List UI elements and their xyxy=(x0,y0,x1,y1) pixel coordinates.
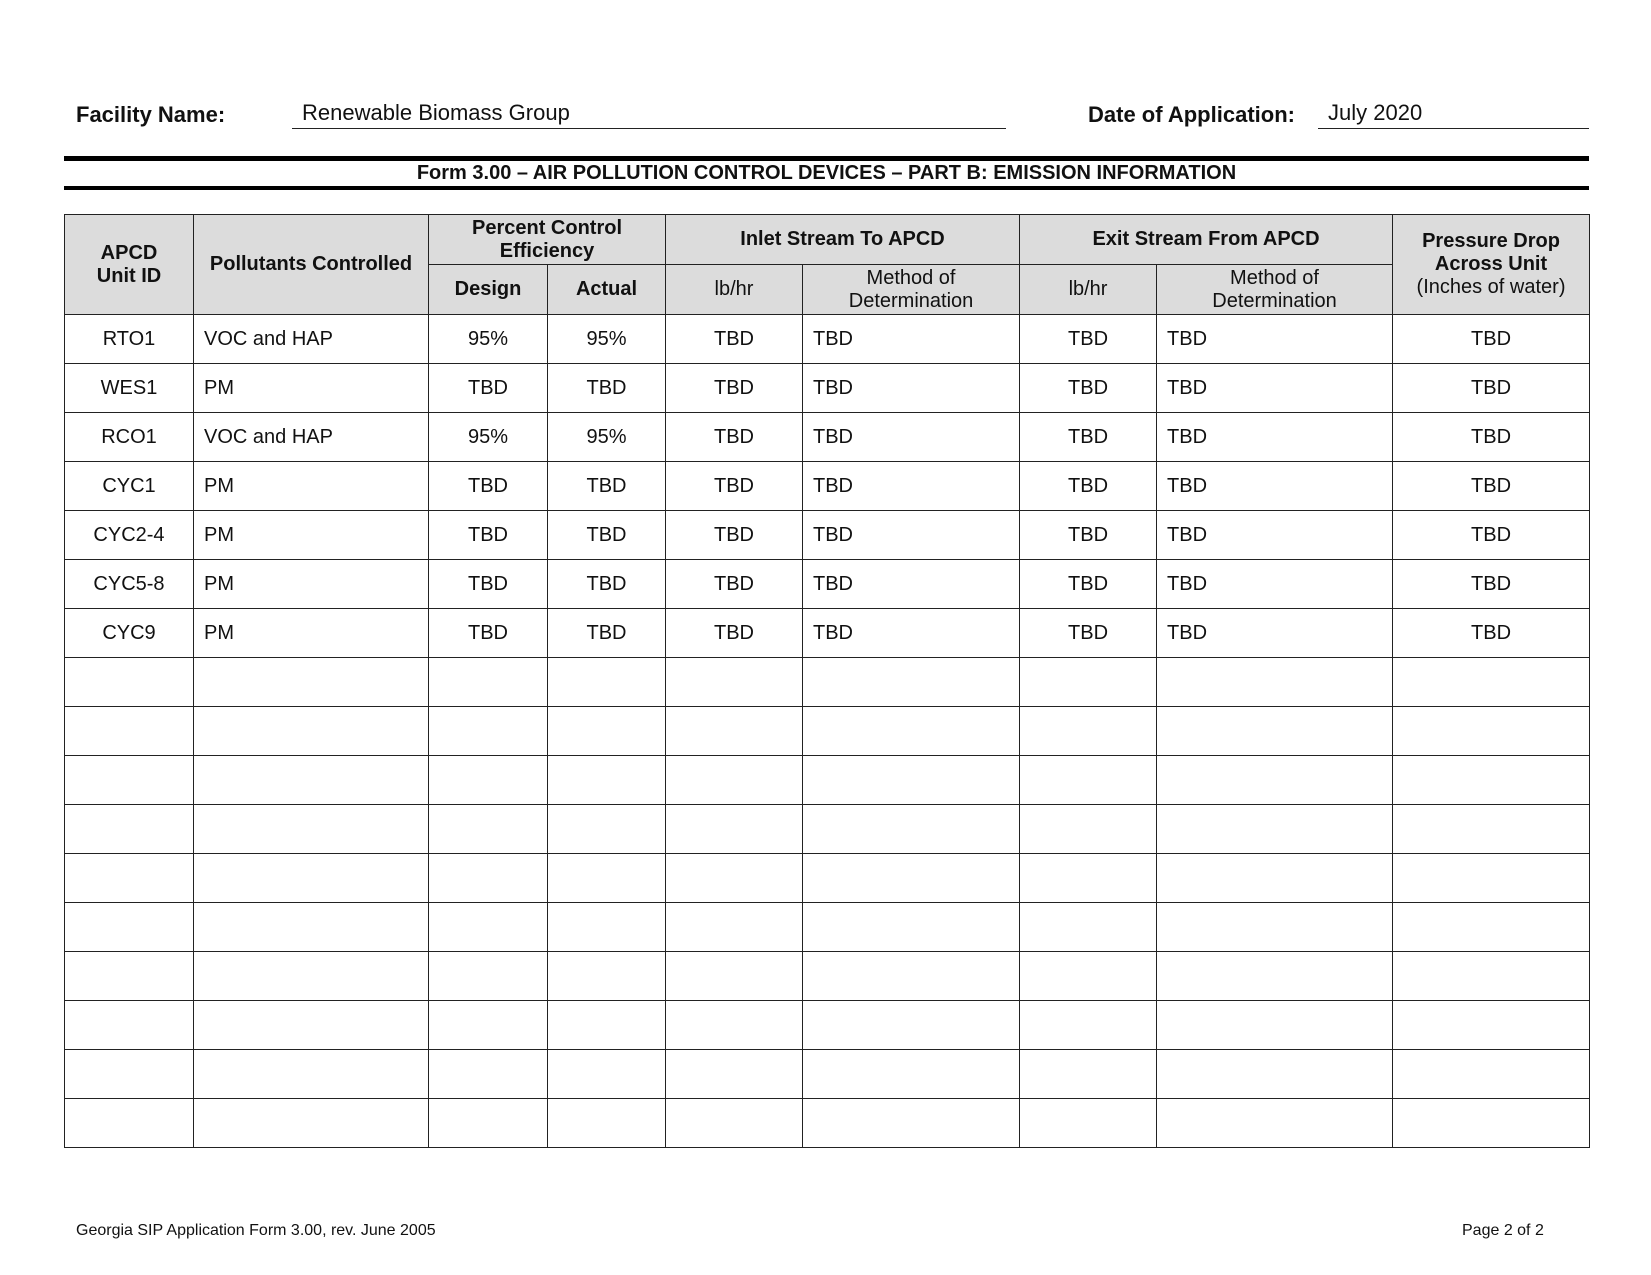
facility-name-field[interactable] xyxy=(292,98,1006,129)
cell-design[interactable] xyxy=(429,805,548,854)
header-inlet-lbhr: lb/hr xyxy=(666,265,803,315)
cell-unit-id[interactable] xyxy=(65,1050,194,1099)
header-apcd-unit-id xyxy=(65,215,194,315)
header-inches-of-water-line: (Inches of water) xyxy=(1416,276,1566,298)
header-unit-id-line: Unit ID xyxy=(96,264,162,287)
cell-inlet-method[interactable] xyxy=(803,1099,1020,1148)
cell-exit-lbhr[interactable]: TBD xyxy=(1020,462,1157,511)
cell-pollutants[interactable]: VOC and HAP xyxy=(194,315,429,364)
cell-exit-method[interactable]: TBD xyxy=(1157,511,1393,560)
cell-exit-lbhr[interactable] xyxy=(1020,707,1157,756)
cell-design[interactable] xyxy=(429,854,548,903)
cell-inlet-method[interactable] xyxy=(803,707,1020,756)
cell-inlet-lbhr[interactable] xyxy=(666,952,803,1001)
cell-pressure-drop[interactable]: TBD xyxy=(1393,462,1590,511)
cell-inlet-method[interactable] xyxy=(803,903,1020,952)
cell-design[interactable] xyxy=(429,756,548,805)
date-of-application-field[interactable] xyxy=(1318,98,1589,129)
cell-exit-lbhr[interactable] xyxy=(1020,1001,1157,1050)
cell-actual[interactable]: TBD xyxy=(548,560,666,609)
cell-unit-id[interactable] xyxy=(65,658,194,707)
cell-actual[interactable]: 95% xyxy=(548,413,666,462)
cell-inlet-method[interactable] xyxy=(803,1001,1020,1050)
cell-inlet-lbhr[interactable] xyxy=(666,1001,803,1050)
cell-inlet-lbhr[interactable] xyxy=(666,805,803,854)
cell-pollutants[interactable]: VOC and HAP xyxy=(194,413,429,462)
cell-unit-id[interactable] xyxy=(65,1001,194,1050)
header-exit-stream: Exit Stream From APCD xyxy=(1020,215,1393,265)
cell-exit-lbhr[interactable]: TBD xyxy=(1020,364,1157,413)
cell-pressure-drop[interactable] xyxy=(1393,1099,1590,1148)
cell-exit-method[interactable] xyxy=(1157,658,1393,707)
cell-inlet-method[interactable]: TBD xyxy=(803,560,1020,609)
header-inlet-stream: Inlet Stream To APCD xyxy=(666,215,1020,265)
cell-exit-method[interactable] xyxy=(1157,805,1393,854)
cell-inlet-method[interactable] xyxy=(803,658,1020,707)
cell-pollutants[interactable] xyxy=(194,658,429,707)
cell-unit-id[interactable] xyxy=(65,952,194,1001)
cell-pollutants[interactable] xyxy=(194,1001,429,1050)
cell-pressure-drop[interactable] xyxy=(1393,854,1590,903)
cell-design[interactable] xyxy=(429,1050,548,1099)
header-apcd-line: APCD xyxy=(100,241,158,264)
cell-actual[interactable] xyxy=(548,1050,666,1099)
header-inlet-method xyxy=(803,265,1020,315)
cell-pressure-drop[interactable] xyxy=(1393,756,1590,805)
header-design: Design xyxy=(429,265,548,315)
footer-form-revision: Georgia SIP Application Form 3.00, rev. June 2005 xyxy=(76,1222,436,1239)
cell-pollutants[interactable] xyxy=(194,1050,429,1099)
facility-name-label: Facility Name: xyxy=(76,102,226,127)
cell-exit-method[interactable]: TBD xyxy=(1157,462,1393,511)
facility-name-value: Renewable Biomass Group xyxy=(302,100,570,125)
cell-design[interactable]: TBD xyxy=(429,609,548,658)
header-actual: Actual xyxy=(548,265,666,315)
cell-inlet-lbhr[interactable] xyxy=(666,707,803,756)
cell-actual[interactable] xyxy=(548,756,666,805)
cell-design[interactable] xyxy=(429,1001,548,1050)
table-row xyxy=(65,1050,1590,1099)
cell-pressure-drop[interactable]: TBD xyxy=(1393,315,1590,364)
cell-inlet-method[interactable]: TBD xyxy=(803,511,1020,560)
title-bottom-rule xyxy=(64,186,1589,190)
cell-design[interactable]: TBD xyxy=(429,560,548,609)
cell-pollutants[interactable]: PM xyxy=(194,364,429,413)
cell-exit-method[interactable] xyxy=(1157,1001,1393,1050)
cell-actual[interactable] xyxy=(548,1001,666,1050)
cell-actual[interactable] xyxy=(548,952,666,1001)
cell-pressure-drop[interactable] xyxy=(1393,707,1590,756)
cell-inlet-method[interactable]: TBD xyxy=(803,413,1020,462)
cell-actual[interactable]: TBD xyxy=(548,462,666,511)
cell-inlet-method[interactable]: TBD xyxy=(803,364,1020,413)
cell-unit-id[interactable]: RCO1 xyxy=(65,413,194,462)
table-row xyxy=(65,364,1590,413)
cell-inlet-method[interactable] xyxy=(803,952,1020,1001)
cell-inlet-lbhr[interactable] xyxy=(666,1050,803,1099)
cell-pollutants[interactable]: PM xyxy=(194,511,429,560)
cell-exit-method[interactable]: TBD xyxy=(1157,315,1393,364)
cell-pressure-drop[interactable]: TBD xyxy=(1393,560,1590,609)
cell-pressure-drop[interactable] xyxy=(1393,658,1590,707)
cell-exit-method[interactable] xyxy=(1157,854,1393,903)
cell-inlet-method[interactable]: TBD xyxy=(803,609,1020,658)
cell-actual[interactable] xyxy=(548,805,666,854)
date-of-application-value: July 2020 xyxy=(1328,100,1423,125)
cell-unit-id[interactable]: CYC5-8 xyxy=(65,560,194,609)
cell-unit-id[interactable]: RTO1 xyxy=(65,315,194,364)
date-of-application-label: Date of Application: xyxy=(1088,102,1295,127)
cell-exit-lbhr[interactable] xyxy=(1020,854,1157,903)
table-row xyxy=(65,805,1590,854)
cell-design[interactable] xyxy=(429,658,548,707)
cell-unit-id[interactable] xyxy=(65,756,194,805)
table-row xyxy=(65,315,1590,364)
header-pressure-drop xyxy=(1393,215,1590,315)
cell-inlet-lbhr[interactable]: TBD xyxy=(666,462,803,511)
header-exit-method-line1: Method of xyxy=(1230,266,1319,289)
cell-exit-lbhr[interactable] xyxy=(1020,1050,1157,1099)
cell-pollutants[interactable]: PM xyxy=(194,609,429,658)
cell-pressure-drop[interactable] xyxy=(1393,952,1590,1001)
cell-actual[interactable]: TBD xyxy=(548,511,666,560)
header-pressure-drop-line: Pressure Drop xyxy=(1422,230,1560,252)
cell-exit-lbhr[interactable]: TBD xyxy=(1020,511,1157,560)
cell-inlet-method[interactable]: TBD xyxy=(803,462,1020,511)
cell-exit-lbhr[interactable]: TBD xyxy=(1020,560,1157,609)
header-across-unit-line: Across Unit xyxy=(1434,253,1548,275)
cell-unit-id[interactable] xyxy=(65,805,194,854)
cell-actual[interactable] xyxy=(548,854,666,903)
cell-unit-id[interactable]: CYC1 xyxy=(65,462,194,511)
cell-design[interactable]: TBD xyxy=(429,511,548,560)
cell-pressure-drop[interactable] xyxy=(1393,903,1590,952)
cell-exit-lbhr[interactable]: TBD xyxy=(1020,609,1157,658)
cell-exit-method[interactable] xyxy=(1157,1099,1393,1148)
cell-pollutants[interactable] xyxy=(194,952,429,1001)
cell-inlet-lbhr[interactable]: TBD xyxy=(666,560,803,609)
cell-exit-lbhr[interactable] xyxy=(1020,658,1157,707)
cell-unit-id[interactable] xyxy=(65,854,194,903)
cell-actual[interactable]: 95% xyxy=(548,315,666,364)
cell-inlet-lbhr[interactable]: TBD xyxy=(666,511,803,560)
table-body xyxy=(65,315,1590,1148)
cell-exit-method[interactable] xyxy=(1157,1050,1393,1099)
cell-inlet-lbhr[interactable] xyxy=(666,903,803,952)
cell-unit-id[interactable] xyxy=(65,1099,194,1148)
cell-pollutants[interactable]: PM xyxy=(194,462,429,511)
footer-page-number: Page 2 of 2 xyxy=(1462,1222,1544,1239)
table-row xyxy=(65,609,1590,658)
table-row xyxy=(65,854,1590,903)
cell-design[interactable]: TBD xyxy=(429,462,548,511)
cell-pressure-drop[interactable] xyxy=(1393,1050,1590,1099)
table-row xyxy=(65,511,1590,560)
cell-design[interactable] xyxy=(429,1099,548,1148)
cell-unit-id[interactable]: CYC9 xyxy=(65,609,194,658)
cell-pollutants[interactable] xyxy=(194,903,429,952)
cell-pollutants[interactable] xyxy=(194,707,429,756)
cell-exit-lbhr[interactable]: TBD xyxy=(1020,413,1157,462)
cell-inlet-lbhr[interactable] xyxy=(666,658,803,707)
cell-pollutants[interactable] xyxy=(194,756,429,805)
cell-actual[interactable]: TBD xyxy=(548,609,666,658)
cell-design[interactable]: TBD xyxy=(429,364,548,413)
cell-actual[interactable] xyxy=(548,903,666,952)
cell-exit-lbhr[interactable] xyxy=(1020,952,1157,1001)
cell-inlet-lbhr[interactable]: TBD xyxy=(666,413,803,462)
table-row xyxy=(65,903,1590,952)
cell-exit-method[interactable]: TBD xyxy=(1157,413,1393,462)
cell-unit-id[interactable]: CYC2-4 xyxy=(65,511,194,560)
cell-design[interactable] xyxy=(429,903,548,952)
cell-inlet-lbhr[interactable]: TBD xyxy=(666,364,803,413)
cell-exit-method[interactable]: TBD xyxy=(1157,364,1393,413)
table-row xyxy=(65,952,1590,1001)
cell-pressure-drop[interactable] xyxy=(1393,805,1590,854)
cell-inlet-method[interactable] xyxy=(803,805,1020,854)
cell-exit-method[interactable]: TBD xyxy=(1157,609,1393,658)
table-row xyxy=(65,462,1590,511)
cell-pressure-drop[interactable]: TBD xyxy=(1393,364,1590,413)
cell-inlet-method[interactable] xyxy=(803,854,1020,903)
cell-exit-lbhr[interactable] xyxy=(1020,805,1157,854)
header-pollutants-controlled: Pollutants Controlled xyxy=(194,215,429,315)
cell-exit-method[interactable] xyxy=(1157,756,1393,805)
cell-actual[interactable] xyxy=(548,1099,666,1148)
cell-inlet-lbhr[interactable]: TBD xyxy=(666,609,803,658)
cell-pressure-drop[interactable]: TBD xyxy=(1393,413,1590,462)
cell-exit-lbhr[interactable] xyxy=(1020,756,1157,805)
form-title: Form 3.00 – AIR POLLUTION CONTROL DEVICES – PART B: EMISSION INFORMATION xyxy=(416,162,1237,184)
cell-inlet-lbhr[interactable]: TBD xyxy=(666,315,803,364)
cell-pressure-drop[interactable]: TBD xyxy=(1393,609,1590,658)
table-row xyxy=(65,1099,1590,1148)
table-row xyxy=(65,756,1590,805)
cell-pressure-drop[interactable]: TBD xyxy=(1393,511,1590,560)
table-row xyxy=(65,707,1590,756)
cell-inlet-method[interactable] xyxy=(803,756,1020,805)
cell-pollutants[interactable] xyxy=(194,854,429,903)
cell-unit-id[interactable]: WES1 xyxy=(65,364,194,413)
cell-inlet-lbhr[interactable] xyxy=(666,854,803,903)
cell-pollutants[interactable] xyxy=(194,805,429,854)
table-row xyxy=(65,560,1590,609)
cell-pollutants[interactable]: PM xyxy=(194,560,429,609)
cell-design[interactable] xyxy=(429,707,548,756)
cell-design[interactable]: 95% xyxy=(429,315,548,364)
cell-exit-method[interactable] xyxy=(1157,903,1393,952)
table-row xyxy=(65,658,1590,707)
cell-exit-method[interactable] xyxy=(1157,952,1393,1001)
emission-information-table xyxy=(64,214,1590,1148)
cell-exit-method[interactable]: TBD xyxy=(1157,560,1393,609)
cell-exit-lbhr[interactable] xyxy=(1020,903,1157,952)
cell-inlet-method[interactable]: TBD xyxy=(803,315,1020,364)
cell-actual[interactable] xyxy=(548,658,666,707)
cell-unit-id[interactable] xyxy=(65,707,194,756)
header-exit-method xyxy=(1157,265,1393,315)
cell-actual[interactable]: TBD xyxy=(548,364,666,413)
header-exit-lbhr: lb/hr xyxy=(1020,265,1157,315)
cell-design[interactable]: 95% xyxy=(429,413,548,462)
cell-unit-id[interactable] xyxy=(65,903,194,952)
cell-pressure-drop[interactable] xyxy=(1393,1001,1590,1050)
cell-design[interactable] xyxy=(429,952,548,1001)
header-exit-method-line2: Determination xyxy=(1212,289,1337,312)
table-row xyxy=(65,1001,1590,1050)
header-inlet-method-line1: Method of xyxy=(866,266,956,289)
cell-inlet-method[interactable] xyxy=(803,1050,1020,1099)
header-inlet-method-line2: Determination xyxy=(848,289,974,312)
cell-pollutants[interactable] xyxy=(194,1099,429,1148)
header-percent-control-efficiency: Percent Control Efficiency xyxy=(429,215,666,265)
cell-exit-lbhr[interactable]: TBD xyxy=(1020,315,1157,364)
cell-exit-method[interactable] xyxy=(1157,707,1393,756)
cell-inlet-lbhr[interactable] xyxy=(666,756,803,805)
cell-exit-lbhr[interactable] xyxy=(1020,1099,1157,1148)
cell-inlet-lbhr[interactable] xyxy=(666,1099,803,1148)
table-row xyxy=(65,413,1590,462)
cell-actual[interactable] xyxy=(548,707,666,756)
